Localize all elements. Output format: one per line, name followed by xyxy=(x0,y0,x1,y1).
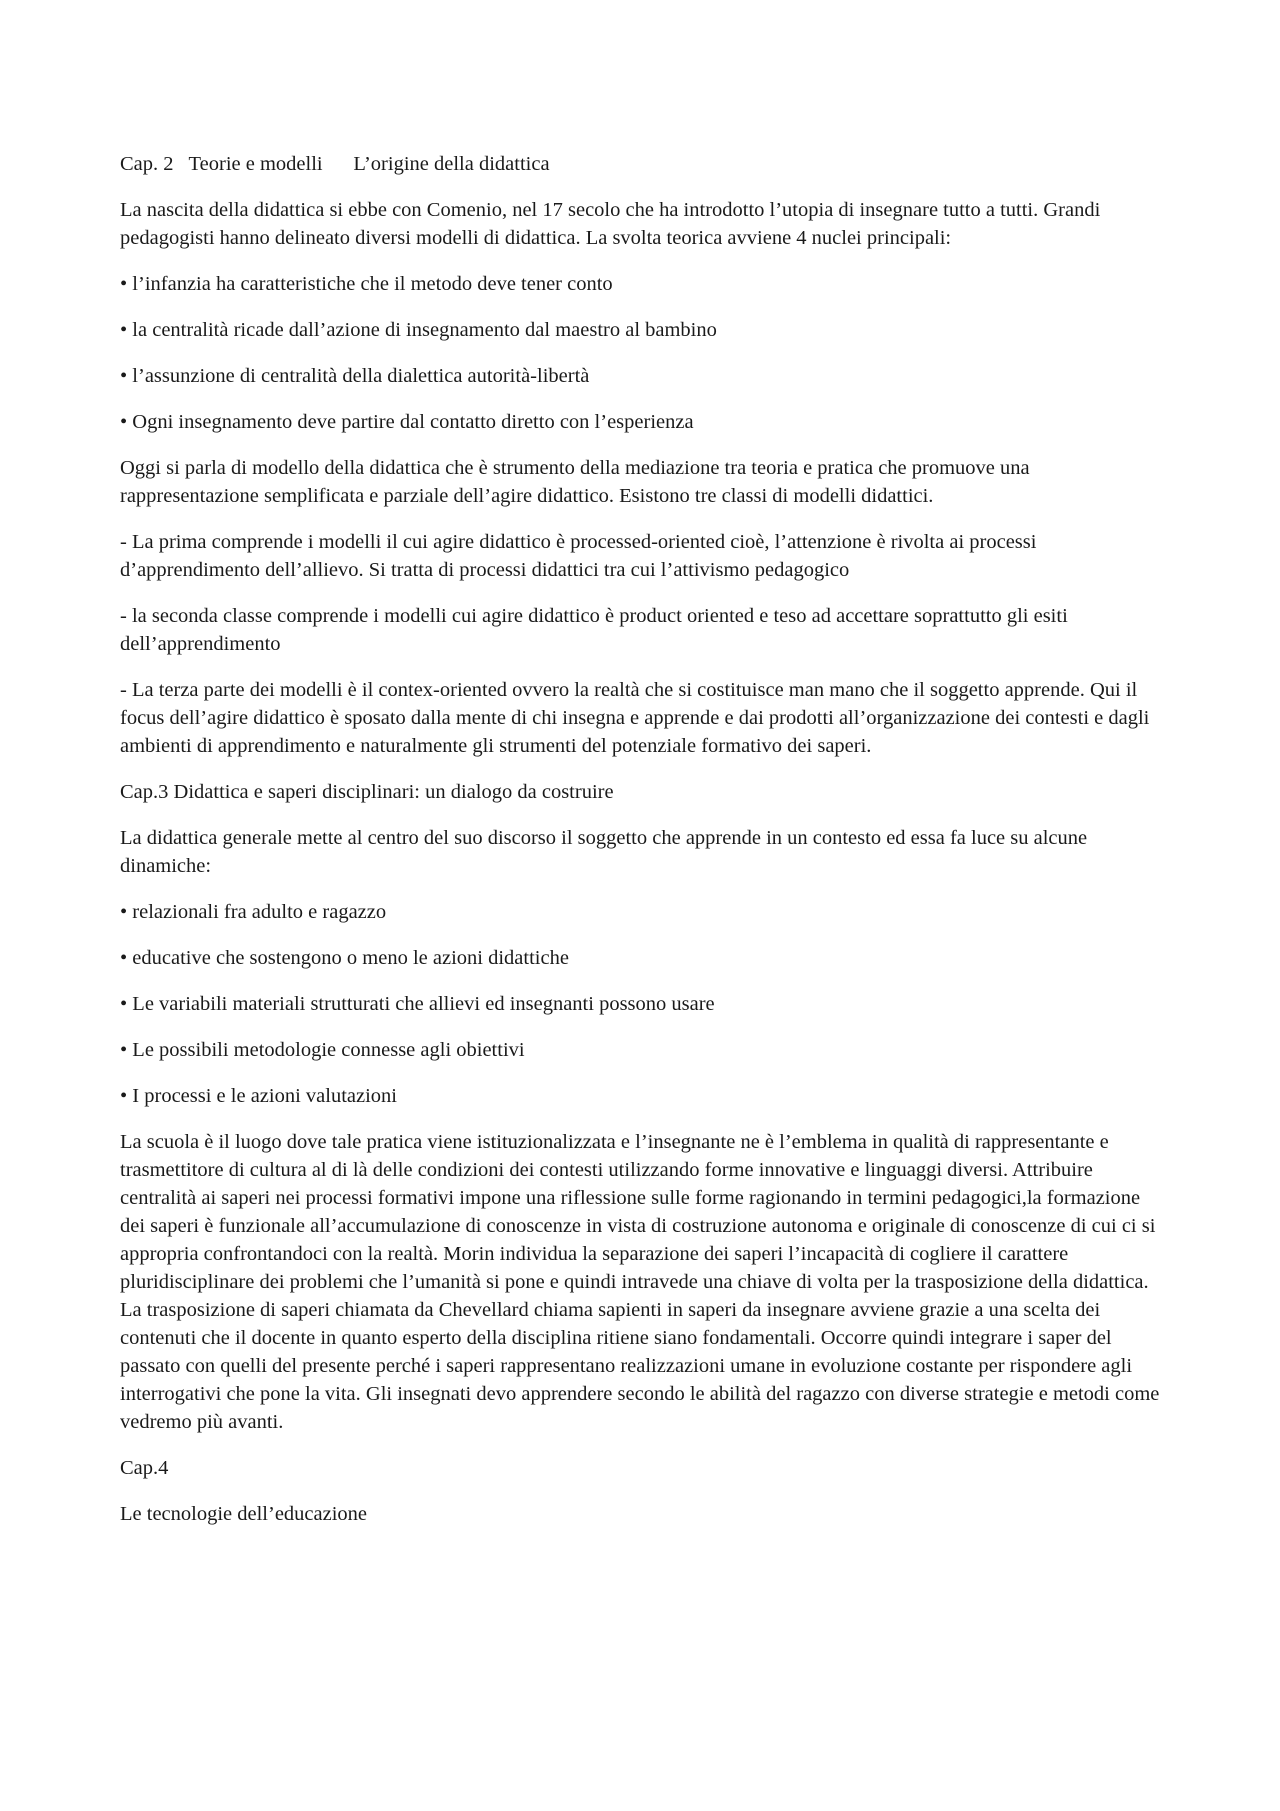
classe-item: - la seconda classe comprende i modelli cui agire didattico è product oriented e teso ad accettare soprattutto gli esiti dell’apprendimento xyxy=(120,605,1068,655)
nucleo-item: • l’infanzia ha caratteristiche che il metodo deve tener conto xyxy=(120,273,613,295)
document-body xyxy=(120,150,1170,1546)
chapter-2-subtitle: L’origine della didattica xyxy=(353,153,550,175)
chapter-2-title: Teorie e modelli xyxy=(188,153,323,175)
intro-paragraph: La nascita della didattica si ebbe con Comenio, nel 17 secolo che ha introdotto l’utopia di insegnare tutto a tutti. Grandi pedagogisti hanno delineato diversi modelli di didattica. La svolta teorica avviene 4 nuclei principali: xyxy=(120,199,1101,249)
modelli-paragraph: Oggi si parla di modello della didattica che è strumento della mediazione tra teoria e pratica che promuove una rappresentazione semplificata e parziale dell’agire didattico. Esistono tre classi di modelli didattici. xyxy=(120,457,1030,507)
classe-item: - La prima comprende i modelli il cui agire didattico è processed-oriented cioè, l’attenzione è rivolta ai processi d’apprendimento dell’allievo. Si tratta di processi didattici tra cui l’attivismo pedagogico xyxy=(120,531,1037,581)
chapter-4-title: Le tecnologie dell’educazione xyxy=(120,1503,368,1525)
nucleo-item: • l’assunzione di centralità della dialettica autorità-libertà xyxy=(120,365,590,387)
scuola-paragraph: La scuola è il luogo dove tale pratica viene istituzionalizzata e l’insegnante ne è l’emblema in qualità di rappresentante e trasmettitore di cultura al di là delle condizioni dei contesti utilizzando forme innovative e linguaggi diversi. Attribuire centralità ai saperi nei processi formativi impone una riflessione sulle forme ragionando in termini pedagogici,la formazione dei saperi è funzionale all’accumulazione di conoscenze in vista di costruzione autonoma e originale di conoscenze di cui ci si appropria confrontandoci con la realtà. Morin individua la separazione dei saperi l’incapacità di cogliere il carattere pluridisciplinare dei problemi che l’umanità si pone e quindi intravede una chiave di volta per la trasposizione della didattica. La trasposizione di saperi chiamata da Chevellard chiama sapienti in saperi da insegnare avviene grazie a una scelta dei contenuti che il docente in quanto esperto della disciplina ritiene siano fondamentali. Occorre quindi integrare i saper del passato con quelli del presente perché i saperi rappresentano realizzazioni umane in evoluzione costante per rispondere agli interrogativi che pone la vita. Gli insegnati devo apprendere secondo le abilità del ragazzo con diverse strategie e metodi come vedremo più avanti. xyxy=(120,1131,1160,1433)
chapter-2-heading xyxy=(120,150,1170,178)
nucleo-item: • la centralità ricade dall’azione di insegnamento dal maestro al bambino xyxy=(120,319,717,341)
nucleo-item: • Ogni insegnamento deve partire dal contatto diretto con l’esperienza xyxy=(120,411,694,433)
dinamica-item: • I processi e le azioni valutazioni xyxy=(120,1085,397,1107)
dinamica-item: • Le variabili materiali strutturati che allievi ed insegnanti possono usare xyxy=(120,993,715,1015)
dinamica-item: • educative che sostengono o meno le azioni didattiche xyxy=(120,947,569,969)
dinamica-item: • Le possibili metodologie connesse agli obiettivi xyxy=(120,1039,525,1061)
classe-item: - La terza parte dei modelli è il contex-oriented ovvero la realtà che si costituisce man mano che il soggetto apprende. Qui il focus dell’agire didattico è sposato dalla mente di chi insegna e apprende e dai prodotti all’organizzazione dei contesti e dagli ambienti di apprendimento e naturalmente gli strumenti del potenziale formativo dei saperi. xyxy=(120,679,1150,757)
chapter-3-intro: La didattica generale mette al centro del suo discorso il soggetto che apprende in un contesto ed essa fa luce su alcune dinamiche: xyxy=(120,827,1088,877)
chapter-4-heading: Cap.4 xyxy=(120,1457,169,1479)
dinamica-item: • relazionali fra adulto e ragazzo xyxy=(120,901,387,923)
chapter-2-number: Cap. 2 xyxy=(120,153,174,175)
chapter-3-heading: Cap.3 Didattica e saperi disciplinari: un dialogo da costruire xyxy=(120,781,614,803)
